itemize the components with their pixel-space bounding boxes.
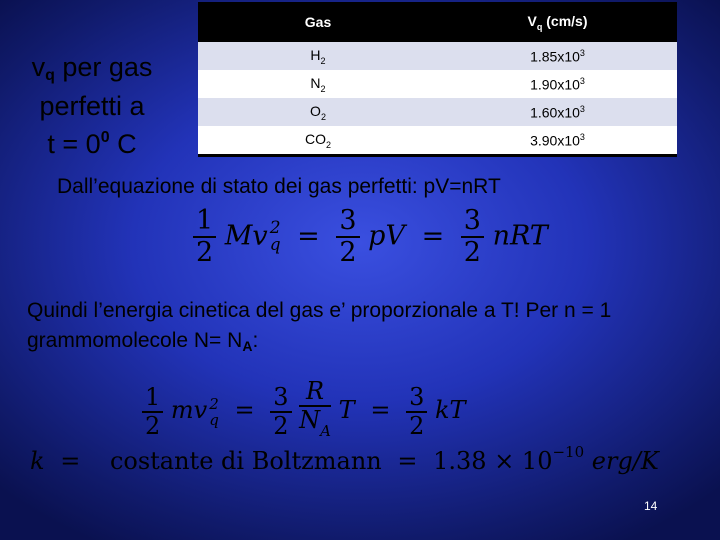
gas-velocity-table [198,2,677,157]
gas-cell: $H_2$ [198,42,438,70]
velocity-cell: $1.60x10^3$ [438,98,677,126]
table-row [198,70,677,98]
page-number: 14 [644,499,658,513]
table-row [198,126,677,156]
table-row [198,42,677,70]
formula-boltzmann-constant: k = costante di Boltzmann = $1.38 \times 10^{-10}$ erg/K [30,443,659,475]
formula-kinetic-energy: $\frac{1}{2}$ Mv 2 q = $\frac{3}{2}$ pV = $\frac{3}{2}$ nRT [193,206,548,268]
proportionality-paragraph: Quindi l’energia cinetica del gas e’ proporzionale a T! Per n = 1 grammomolecole $N= N_A$: [27,299,612,354]
velocity-cell: $3.90x10^3$ [438,126,677,156]
table-row [198,98,677,126]
gas-cell: $CO_2$ [198,126,438,156]
column-header-gas: Gas [198,2,438,42]
velocity-cell: $1.85x10^3$ [438,42,677,70]
side-title: $v_q$ per gas perfetti a $t = 0^0$ C [31,52,153,159]
gas-cell: $O_2$ [198,98,438,126]
column-header-velocity: $V_q$ (cm/s) [438,2,677,42]
state-equation-statement: Dall’equazione di stato dei gas perfetti: pV=nRT [57,175,501,198]
velocity-cell: $1.90x10^3$ [438,70,677,98]
gas-cell: $N_2$ [198,70,438,98]
formula-kt: $\frac{1}{2}$ mv 2 q = $\frac{3}{2}$ $\frac{R}{N_A}$ T = $\frac{3}{2}$ kT [142,378,466,445]
